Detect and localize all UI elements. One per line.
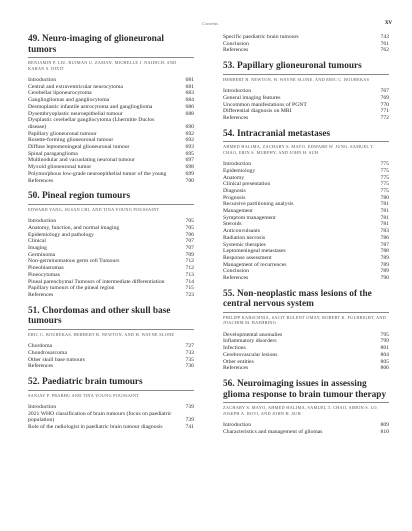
toc-entry[interactable] — [28, 285, 194, 292]
chapter-divider — [28, 390, 194, 391]
toc-entry-page: 789 — [380, 261, 389, 268]
toc-entry[interactable] — [28, 232, 194, 239]
toc-entry-page: 788 — [380, 248, 389, 255]
toc-entry-title: Leptomeningeal metastases — [223, 248, 286, 255]
toc-chapter — [223, 34, 389, 54]
toc-entry-page: 789 — [380, 254, 389, 261]
toc-entry-title: References — [223, 114, 249, 121]
toc-entry-title: Cerebellar liponeurocytoma — [28, 90, 92, 97]
toc-entry-page: 781 — [380, 221, 389, 228]
chapter-authors: EDWARD YANG, SUSAN CHI, AND TINA YOUNG POUSSAINT — [28, 206, 160, 212]
toc-entry-title: Clinical presentation — [223, 181, 271, 188]
toc-entry-page: 681 — [185, 83, 194, 90]
toc-entry[interactable] — [223, 262, 389, 269]
toc-entry-title: Differential diagnosis on MRI — [223, 108, 292, 115]
toc-entry-page: 697 — [185, 157, 194, 164]
toc-entry[interactable] — [223, 215, 389, 222]
toc-entry-title: Anatomy — [223, 174, 245, 181]
toc-entry[interactable] — [28, 245, 194, 252]
toc-entry-page: 790 — [380, 275, 389, 282]
toc-entry[interactable] — [223, 47, 389, 54]
toc-entry-page: 767 — [380, 88, 389, 95]
toc-entry-page: 743 — [380, 34, 389, 40]
chapter-authors: ZACHARY S. MAYO, AHMED HALIMA, SAMUEL T. CHAO, SIMON S. LO, JOSEPH A. BOVI, AND JOHN H. SUH — [223, 405, 379, 416]
toc-entry[interactable] — [28, 350, 194, 357]
toc-entry[interactable] — [223, 221, 389, 228]
toc-entry-title: Specific paediatric brain tumours — [223, 34, 299, 40]
toc-entry[interactable] — [223, 108, 389, 115]
toc-entry-page: 775 — [380, 181, 389, 188]
toc-entry[interactable] — [223, 235, 389, 242]
toc-entry-page: 699 — [185, 170, 194, 177]
chapter-title[interactable]: 53. Papillary glioneuronal tumours — [223, 61, 362, 72]
toc-entry-page: 781 — [380, 201, 389, 208]
toc-entry-list — [223, 422, 389, 435]
toc-entry[interactable] — [223, 228, 389, 235]
toc-entry-page: 775 — [380, 187, 389, 194]
toc-entry-title: Anticonvulsants — [223, 228, 260, 235]
toc-entry-page: 690 — [185, 123, 194, 130]
toc-entry[interactable] — [223, 188, 389, 195]
toc-entry-page: 686 — [185, 103, 194, 110]
toc-entry-title: Papillary tumours of the pineal region — [28, 285, 115, 292]
toc-entry-title: Cerebrovascular lesions — [223, 351, 278, 358]
toc-entry-page: 692 — [185, 130, 194, 137]
toc-entry[interactable] — [28, 178, 194, 185]
toc-entry-page: 805 — [380, 358, 389, 365]
toc-entry[interactable] — [223, 181, 389, 188]
toc-entry[interactable] — [28, 225, 194, 232]
toc-entry-title: Infections — [223, 345, 246, 352]
toc-entry[interactable] — [223, 115, 389, 122]
chapter-authors: PHILIPP KARSCHNIA, SACIT BULENT OMAY, ROBERT K. FULBRIGHT, AND JOACHIM M. BAEHRING — [223, 314, 387, 326]
toc-entry-title: Developmental anomalies — [223, 331, 283, 338]
toc-entry-title: Management of recurrences — [223, 261, 287, 268]
toc-entry-page: 770 — [380, 101, 389, 108]
toc-entry-page: 736 — [185, 363, 194, 370]
toc-entry-title: Introduction — [223, 88, 252, 95]
toc-entry[interactable] — [28, 117, 194, 130]
toc-entry[interactable] — [28, 90, 194, 97]
page-number: xv — [385, 18, 392, 26]
chapter-title[interactable]: 54. Intracranial metastases — [223, 128, 331, 139]
toc-entry-page: 684 — [185, 97, 194, 104]
toc-entry-title: Conclusion — [223, 268, 249, 275]
toc-entry-title: Symptom management — [223, 214, 276, 221]
toc-entry-page: 707 — [185, 238, 194, 245]
toc-chapter — [28, 191, 194, 298]
toc-entry-title: Epidemiology — [223, 167, 256, 174]
chapter-divider — [28, 329, 194, 330]
toc-entry-title: Multinodular and vacuolating neuronal tumour — [28, 157, 135, 164]
toc-entry[interactable] — [28, 258, 194, 265]
toc-entry-page: 681 — [185, 77, 194, 83]
toc-entry-title: Polymorphous low-grade neuroepithelial tumor of the young — [28, 170, 167, 177]
toc-entry-page: 809 — [380, 422, 389, 428]
toc-entry[interactable] — [28, 363, 194, 370]
toc-entry[interactable] — [28, 265, 194, 272]
toc-entry-page: 783 — [380, 228, 389, 235]
toc-entry-page: 712 — [185, 258, 194, 265]
toc-entry[interactable] — [223, 365, 389, 372]
toc-entry-page: 781 — [380, 208, 389, 215]
toc-entry-title: References — [28, 363, 54, 370]
toc-entry[interactable] — [28, 84, 194, 91]
toc-entry-list — [28, 404, 194, 431]
toc-entry-title: Desmoplastic infantile astrocytoma and ganglioglioma — [28, 103, 153, 110]
chapter-divider — [28, 204, 194, 205]
toc-entry[interactable] — [28, 171, 194, 178]
chapter-authors: AHMED HALIMA, ZACHARY S. MAYO, EDWARD W. JUNG, SAMUEL T. CHAO, ERIN S. MURPHY, AND JOHN H. SUH — [223, 144, 375, 155]
toc-entry-title: Steroids — [223, 221, 242, 228]
toc-entry-page: 707 — [185, 245, 194, 252]
toc-entry[interactable] — [28, 272, 194, 279]
toc-entry-title: Introduction — [28, 218, 57, 225]
toc-entry-page: 780 — [380, 194, 389, 201]
toc-entry-page: 733 — [185, 349, 194, 356]
toc-entry-title: Germinoma — [28, 251, 56, 258]
chapter-divider — [223, 141, 389, 142]
toc-entry[interactable] — [28, 164, 194, 171]
toc-entry[interactable] — [223, 161, 389, 168]
chapter-divider — [28, 57, 194, 58]
toc-entry-title: General imaging features — [223, 94, 281, 101]
toc-entry-title: Management — [223, 208, 253, 215]
toc-entry-title: Prognosis — [223, 194, 246, 201]
toc-entry-page: 735 — [185, 356, 194, 363]
chapter-authors: BENJAMIN P. LIU, RUJMAN U. ZAMAN, MICHELLE J. NAIDICH, AND KARAN S. DIXIT — [28, 60, 177, 71]
toc-entry-title: References — [28, 291, 54, 298]
right-toc-column — [223, 34, 389, 435]
toc-entry-page: 683 — [185, 90, 194, 97]
toc-entry-page: 700 — [185, 177, 194, 184]
toc-entry-page: 804 — [380, 351, 389, 358]
left-toc-column — [28, 34, 194, 431]
toc-entry-title: Response assessment — [223, 254, 272, 261]
toc-entry-page: 709 — [185, 251, 194, 258]
toc-entry-page: 799 — [380, 338, 389, 345]
toc-entry-title: Uncommon manifestations of PGNT — [223, 101, 307, 108]
toc-entry-title: References — [223, 275, 249, 282]
toc-entry[interactable] — [223, 208, 389, 215]
toc-entry-title: Papillary glioneuronal tumour — [28, 130, 97, 137]
toc-entry-title: Introduction — [223, 422, 252, 428]
toc-entry-title: Gangliogliomas and gangliocytoma — [28, 97, 110, 104]
toc-entry-page: 715 — [185, 285, 194, 292]
chapter-title[interactable]: 56. Neuroimaging issues in assessing glioma response to brain tumour therapy — [223, 379, 387, 400]
toc-entry-title: Chordoma — [28, 343, 53, 350]
toc-entry-list — [223, 88, 389, 122]
toc-entry-title: Epidemiology and pathology — [28, 231, 95, 238]
toc-entry-page: 806 — [380, 365, 389, 372]
chapter-divider — [223, 74, 389, 75]
chapter-authors: HERBERT B. NEWTON, H. WAYNE SLONE, AND ERIC C. BOUREKAS — [223, 76, 370, 82]
chapter-authors: ERIC C. BOUREKAS, HERBERT B. NEWTON, AND H. WAYNE SLONE — [28, 331, 175, 337]
chapter-title[interactable]: 50. Pineal region tumours — [28, 191, 131, 202]
toc-entry-page: 727 — [185, 343, 194, 350]
toc-entry-title: Recursive partitioning analysis — [223, 201, 294, 208]
toc-entry-page: 705 — [185, 218, 194, 225]
toc-entry-page: 769 — [380, 94, 389, 101]
toc-entry-list — [223, 332, 389, 372]
toc-entry-title: Myxoid glioneuronal tumor — [28, 164, 92, 171]
toc-entry[interactable] — [28, 97, 194, 104]
toc-entry-title: References — [28, 177, 54, 184]
toc-entry[interactable] — [223, 34, 389, 41]
toc-entry[interactable] — [28, 218, 194, 225]
toc-entry-page: 781 — [380, 214, 389, 221]
toc-entry-title: Characteristics and management of gliomas — [223, 428, 323, 435]
toc-entry[interactable] — [223, 175, 389, 182]
chapter-divider — [223, 312, 389, 313]
toc-entry[interactable] — [28, 292, 194, 299]
toc-entry-title: Role of the radiologist in paediatric brain tumour diagnosis — [28, 424, 163, 431]
toc-entry-title: References — [223, 365, 249, 372]
toc-chapter — [28, 34, 194, 184]
chapter-authors: SANJAY P. PRABHU AND TINA YOUNG POUSSAINT — [28, 392, 140, 398]
toc-entry-list — [28, 77, 194, 184]
toc-entry-title: Systemic therapies — [223, 241, 266, 248]
toc-entry-title: Dysembryoplastic neuroepithelial tumour — [28, 110, 123, 117]
toc-entry-title: Central and extraventricular neurocytoma — [28, 83, 123, 90]
toc-entry-page: 698 — [185, 164, 194, 171]
toc-entry[interactable] — [28, 424, 194, 431]
toc-entry-page: 775 — [380, 161, 389, 168]
toc-entry-page: 692 — [185, 137, 194, 144]
toc-entry[interactable] — [223, 95, 389, 102]
toc-entry[interactable] — [28, 151, 194, 158]
toc-entry[interactable] — [28, 404, 194, 411]
toc-entry-page: 739 — [185, 417, 194, 424]
toc-entry-page: 723 — [185, 291, 194, 298]
toc-entry-page: 810 — [380, 428, 389, 435]
toc-entry[interactable] — [28, 252, 194, 259]
toc-entry-page: 787 — [380, 241, 389, 248]
toc-entry[interactable] — [223, 275, 389, 282]
toc-entry[interactable] — [223, 255, 389, 262]
toc-entry-page: 714 — [185, 278, 194, 285]
toc-entry[interactable] — [28, 411, 194, 424]
toc-entry[interactable] — [223, 248, 389, 255]
toc-entry-title: References — [223, 47, 249, 54]
toc-entry-title: Clinical — [28, 238, 47, 245]
toc-entry-title: Diffuse leptomeningeal glioneuronal tumour — [28, 144, 130, 151]
toc-entry-title: Other entities — [223, 358, 254, 365]
toc-entry[interactable] — [223, 195, 389, 202]
toc-entry[interactable] — [28, 157, 194, 164]
toc-entry-page: 706 — [185, 231, 194, 238]
toc-chapter — [223, 379, 389, 435]
toc-entry-list — [28, 343, 194, 370]
toc-entry-title: Introduction — [223, 161, 252, 168]
toc-chapter — [223, 289, 389, 372]
toc-entry-title: Radiation necrosis — [223, 234, 266, 241]
toc-entry-list — [223, 34, 389, 54]
toc-entry-page: 705 — [185, 224, 194, 231]
toc-chapter — [28, 306, 194, 370]
toc-chapter — [28, 377, 194, 431]
toc-entry[interactable] — [223, 422, 389, 429]
chapter-title[interactable]: 55. Non-neoplastic mass lesions of the central nervous system — [223, 288, 372, 310]
toc-entry-page: 712 — [185, 265, 194, 272]
toc-entry[interactable] — [28, 104, 194, 111]
toc-entry-page: 786 — [380, 234, 389, 241]
toc-entry-page: 772 — [380, 114, 389, 121]
toc-entry[interactable] — [223, 168, 389, 175]
toc-entry-title: Diagnosis — [223, 187, 246, 194]
toc-entry[interactable] — [223, 88, 389, 95]
chapter-title[interactable]: 49. Neuro-imaging of glioneuronal tumors — [28, 34, 165, 55]
toc-entry[interactable] — [223, 242, 389, 249]
toc-entry[interactable] — [223, 429, 389, 436]
toc-entry-title: Conclusion — [223, 40, 249, 47]
toc-entry-title: Imaging — [28, 245, 47, 252]
toc-entry-page: 771 — [380, 108, 389, 115]
toc-entry-page: 713 — [185, 271, 194, 278]
toc-entry-page: 789 — [380, 268, 389, 275]
toc-entry-list — [223, 161, 389, 282]
toc-entry[interactable] — [223, 352, 389, 359]
toc-entry[interactable] — [28, 343, 194, 350]
chapter-divider — [223, 402, 389, 403]
toc-entry-title: Rosette-forming glioneuronal tumour — [28, 137, 114, 144]
toc-entry-title: Pineocytomas — [28, 271, 60, 278]
toc-entry-page: 695 — [185, 150, 194, 157]
toc-entry-title: 2021 WHO classification of brain tumours (focus on paediatric population) — [28, 410, 172, 424]
toc-entry-title: Dysplastic cerebellar gangliocytoma (Lhermitte Duclos disease) — [28, 117, 155, 130]
toc-entry-page: 762 — [380, 47, 389, 54]
toc-entry-title: Non-germinomatous germ cell Tumours — [28, 258, 120, 265]
toc-entry[interactable] — [223, 201, 389, 208]
toc-entry[interactable] — [28, 238, 194, 245]
chapter-title[interactable]: 52. Paediatric brain tumours — [28, 377, 143, 387]
toc-entry-page: 693 — [185, 144, 194, 151]
toc-entry-page: 741 — [185, 424, 194, 431]
toc-entry-page: 801 — [380, 345, 389, 352]
toc-chapter — [223, 61, 389, 122]
toc-entry[interactable] — [28, 77, 194, 84]
toc-entry-title: Chondrosarcoma — [28, 349, 67, 356]
toc-entry-page: 775 — [380, 174, 389, 181]
toc-entry-title: Introduction — [28, 77, 57, 83]
toc-entry-title: Pineoblastomas — [28, 265, 64, 272]
page-header — [28, 18, 392, 30]
toc-entry-title: Inflammatory disorders — [223, 338, 277, 345]
toc-entry-title: Other skull base tumours — [28, 356, 86, 363]
toc-entry-page: 795 — [380, 331, 389, 338]
toc-entry-page: 739 — [185, 404, 194, 410]
toc-entry-title: Introduction — [28, 404, 57, 410]
toc-entry-list — [28, 218, 194, 298]
toc-entry[interactable] — [223, 345, 389, 352]
toc-entry[interactable] — [28, 144, 194, 151]
toc-entry-page: 761 — [380, 40, 389, 47]
running-section-label: Contents — [201, 21, 218, 26]
toc-entry-title: Spinal paragangliomа — [28, 150, 78, 157]
toc-entry-title: Pineal parenchymal Tumours of intermediate differentiation — [28, 278, 165, 285]
toc-entry-title: Anatomy, function, and normal imaging — [28, 224, 120, 231]
chapter-title[interactable]: 51. Chordomas and other skull base tumours — [28, 305, 171, 327]
toc-entry[interactable] — [223, 338, 389, 345]
toc-entry-page: 775 — [380, 167, 389, 174]
toc-chapter — [223, 129, 389, 282]
toc-entry-page: 688 — [185, 110, 194, 117]
